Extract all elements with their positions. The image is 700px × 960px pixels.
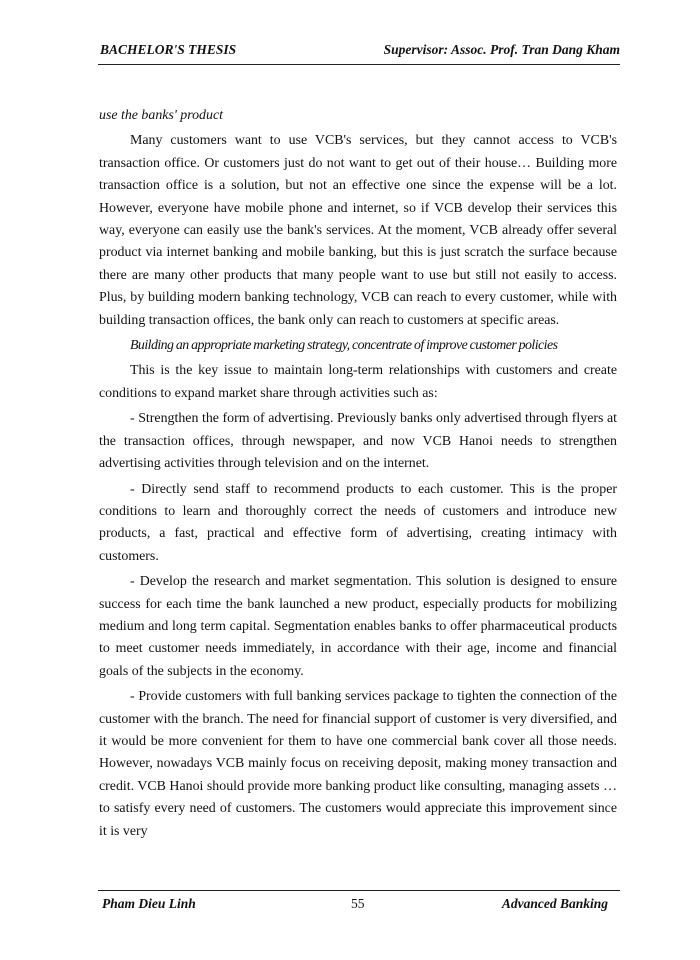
header-supervisor: Supervisor: Assoc. Prof. Tran Dang Kham [383,42,620,57]
footer-course: Advanced Banking [501,896,608,911]
paragraph-lead-in: use the banks' product [99,108,223,123]
paragraph-internet-banking: Many customers want to use VCB's services, but they cannot access to VCB's transaction office. Or customers just do not want to get out of their house… Building more transaction office is a solution, but not an effective one since the expense will be a lot. However, everyone have mobile phone and internet, so if VCB develop their services this way, everyone can easily use the bank's services. At the moment, VCB already offer several product via internet banking and mobile banking, but this is just scratch the surface because there are many other products that many people want to use but still not easily to access. Plus, by building modern banking technology, VCB can reach to every customer, while with building transaction offices, the bank only can reach to customers at specific areas. [99,133,617,328]
footer-author: Pham Dieu Linh [102,896,196,911]
page-body [99,105,617,846]
paragraph-advertising: - Strengthen the form of advertising. Previously banks only advertised through flyers at the transaction offices, through newspaper, and now VCB Hanoi needs to strengthen advertising activities through television and on the internet. [99,411,617,472]
page-number: 55 [351,896,365,911]
header-title: BACHELOR'S THESIS [100,42,237,57]
page-footer [98,890,620,915]
paragraph-segmentation: - Develop the research and market segmentation. This solution is designed to ensure success for each time the bank launched a new product, especially products for mobilizing medium and long term capital. Segmentation enables banks to offer pharmaceutical products to meet customer needs immediately, in accordance with their age, income and financial goals of the subjects in the economy. [99,574,617,679]
paragraph-key-issue: This is the key issue to maintain long-term relationships with customers and create conditions to expand market share through activities such as: [99,363,617,401]
paragraph-staff: - Directly send staff to recommend products to each customer. This is the proper conditions to learn and thoroughly correct the needs of customers and introduce new products, a fast, practical and effective form of advertising, creating intimacy with customers. [99,481,617,564]
page-header [98,40,620,65]
section-subheading: Building an appropriate marketing strategy, concentrate of improve customer policies [130,338,558,354]
paragraph-services-package: - Provide customers with full banking services package to tighten the connection of the customer with the branch. The need for financial support of customer is very diversified, and it would be more convenient for them to have one commercial bank cover all those needs. However, nowadays VCB mainly focus on receiving deposit, making money transaction and credit. VCB Hanoi should provide more banking product like consulting, managing assets … to satisfy every need of customers. The customers would appreciate this improvement since it is very [99,689,617,839]
